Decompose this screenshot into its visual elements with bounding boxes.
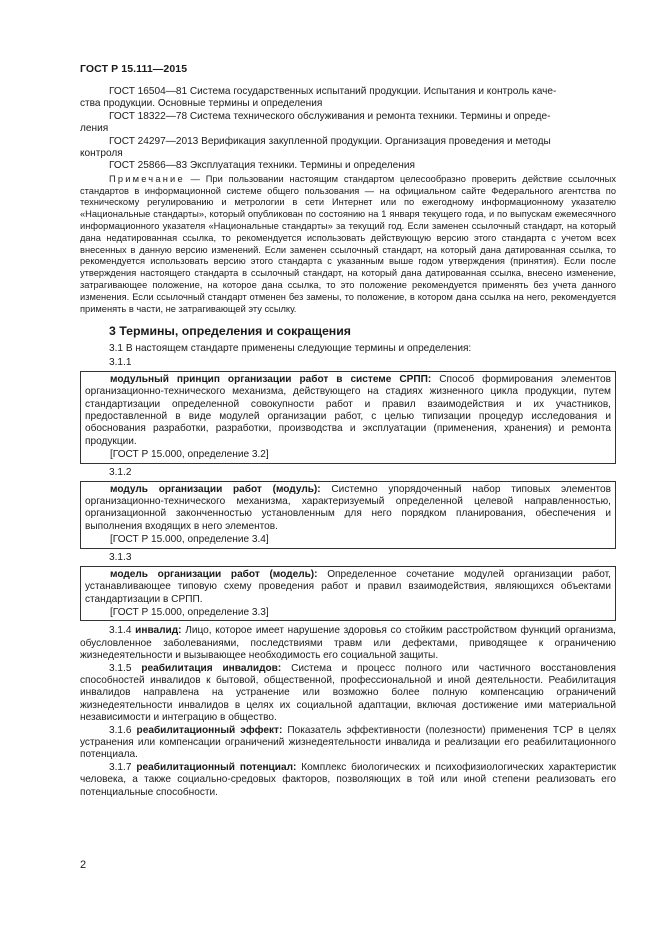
term-name: инвалид:: [135, 625, 182, 637]
term-definition: Системно упорядоченный набор типовых элементов организационно-технического механизма, характеризуемый определенной целевой направленностью, организационной законченностью установленным для него порядком планирования, обеспечения и выполнения входящих в него элементов.: [85, 483, 612, 532]
term-source: [ГОСТ Р 15.000, определение 3.2]: [110, 449, 269, 461]
document-header: ГОСТ Р 15.111—2015: [80, 63, 188, 75]
section-heading: 3 Термины, определения и сокращения: [109, 324, 351, 339]
term-definition: Определенное сочетание модулей организации работ, устанавливающее типовую схему проведения работ и правил взаимодействия, являющихся объектами стандартизации в СРПП.: [85, 568, 611, 605]
term-definition: Лицо, которое имеет нарушение здоровья со стойким расстройством функций организма, обусловленное заболеваниями, последствиями травм или дефектами, приводящее к ограничению жизнедеятельности и вызывающее необходимость его социальной защиты.: [80, 625, 616, 662]
term-name: реабилитационный эффект:: [136, 724, 283, 736]
term-name: модель организации работ (модель):: [110, 568, 318, 580]
term-definition: Комплекс биологических и психофизиологических характеристик человека, а также социально-средовых факторов, позволяющих в той или иной степени реализовать его потенциальные способности.: [80, 761, 616, 798]
term-definition: Система и процесс полного или частичного восстановления способностей инвалидов к бытовой, общественной, профессиональной и иной деятельности. Реабилитация инвалидов направлена на устранение или возможно более полную компенсацию ограничений жизнедеятельности инвалидов в целях их социальной адаптации, включая достижение ими материальной независимости и интеграцию в общество.: [80, 662, 616, 724]
reference-item: ГОСТ 18322—78 Система технического обслуживания и ремонта техники. Термины и опреде- ления: [80, 110, 551, 135]
reference-item: ГОСТ 24297—2013 Верификация закупленной продукции. Организация проведения и методы контроля: [80, 135, 551, 160]
document-body: [80, 86, 616, 799]
term-definition-box: [80, 566, 616, 622]
term-definition: Показатель эффективности (полезности) применения ТСР в целях устранения или компенсации ограничений жизнедеятельности инвалида и реализации его реабилитационного потенциала.: [80, 724, 616, 761]
term-paragraph: 3.1.5 реабилитация инвалидов: Система и процесс полного или частичного восстановления способностей инвалидов к бытовой, общественной, профессиональной и иной деятельности. Реабилитация инвалидов направлена на устранение или возможно более полную компенсацию ограничений жизнедеятельности инвалидов в целях их социальной адаптации, включая достижение ими материальной независимости и интеграцию в общество.: [80, 662, 616, 724]
term-paragraph: 3.1.7 реабилитационный потенциал: Комплекс биологических и психофизиологических характеристик человека, а также социально-средовых факторов, позволяющих в той или иной степени реализовать его потенциальные способности.: [80, 761, 616, 798]
term-number: 3.1.1: [109, 356, 132, 368]
term-paragraph: 3.1.4 инвалид: Лицо, которое имеет нарушение здоровья со стойким расстройством функций организма, обусловленное заболеваниями, последствиями травм или дефектами, приводящее к ограничению жизнедеятельности и вызывающее необходимость его социальной защиты.: [80, 625, 616, 662]
term-number: 3.1.2: [109, 466, 132, 478]
reference-item: ГОСТ 25866—83 Эксплуатация техники. Термины и определения: [109, 160, 415, 172]
term-name: модуль организации работ (модуль):: [110, 483, 321, 495]
term-name: реабилитация инвалидов:: [141, 662, 282, 674]
reference-item: ГОСТ 16504—81 Система государственных испытаний продукции. Испытания и контроль каче- ства продукции. Основные термины и определения: [80, 86, 557, 110]
term-definition-box: [80, 481, 616, 549]
term-source: [ГОСТ Р 15.000, определение 3.4]: [110, 534, 269, 546]
note-text: — При пользовании настоящим стандартом целесообразно проверить действие ссылочных стандартов в информационной системе общего пользования — на официальном сайте Федерального агентства по техническому регулированию и метрологии в сети Интернет или по ежегодному информационному указателю «Национальные стандарты», который опубликован по состоянию на 1 января текущего года, и по выпускам ежемесячного информационного указателя «Национальные стандарты» за текущий год. Если заменен ссылочный стандарт, на который дана недатированная ссылка, то рекомендуется использовать действующую версию этого стандарта с учетом всех внесенных в данную версию изменений. Если заменен ссылочный стандарт, на который дана датированная ссылка, то рекомендуется использовать версию этого стандарта с указанным выше годом утверждения (принятия). Если после утверждения настоящего стандарта в ссылочный стандарт, на который дана датированная ссылка, внесено изменение, затрагивающее положение, на которое дана ссылка, то это положение рекомендуется применять без учета данного изменения. Если ссылочный стандарт отменен без замены, то положение, в котором дана ссылка на него, рекомендуется применять в части, не затрагивающей эту ссылку.: [80, 173, 616, 314]
terms-intro: 3.1 В настоящем стандарте применены следующие термины и определения:: [109, 343, 472, 355]
term-paragraph: 3.1.6 реабилитационный эффект: Показатель эффективности (полезности) применения ТСР в целях устранения или компенсации ограничений жизнедеятельности инвалида и реализации его реабилитационного потенциала.: [80, 724, 616, 761]
note-label: Примечание: [109, 173, 185, 184]
term-number: 3.1.3: [109, 551, 132, 563]
term-name: модульный принцип организации работ в системе СРПП:: [110, 373, 432, 385]
term-source: [ГОСТ Р 15.000, определение 3.3]: [110, 606, 269, 618]
page-number: 2: [80, 859, 87, 871]
term-definition-box: [80, 371, 616, 464]
term-definition: Способ формирования элементов организационно-технического механизма, действующего на стадиях жизненного цикла продукции, путем стандартизации определенной совокупности работ и правил взаимодействия и их участников, предоставленной в виде модулей организации работ, с целью типизации процедур исследования и обоснования разработки, разработки, производства и эксплуатации (применения, хранения) и ремонта продукции.: [85, 373, 611, 447]
term-name: реабилитационный потенциал:: [136, 761, 297, 773]
note-paragraph: [80, 174, 616, 316]
